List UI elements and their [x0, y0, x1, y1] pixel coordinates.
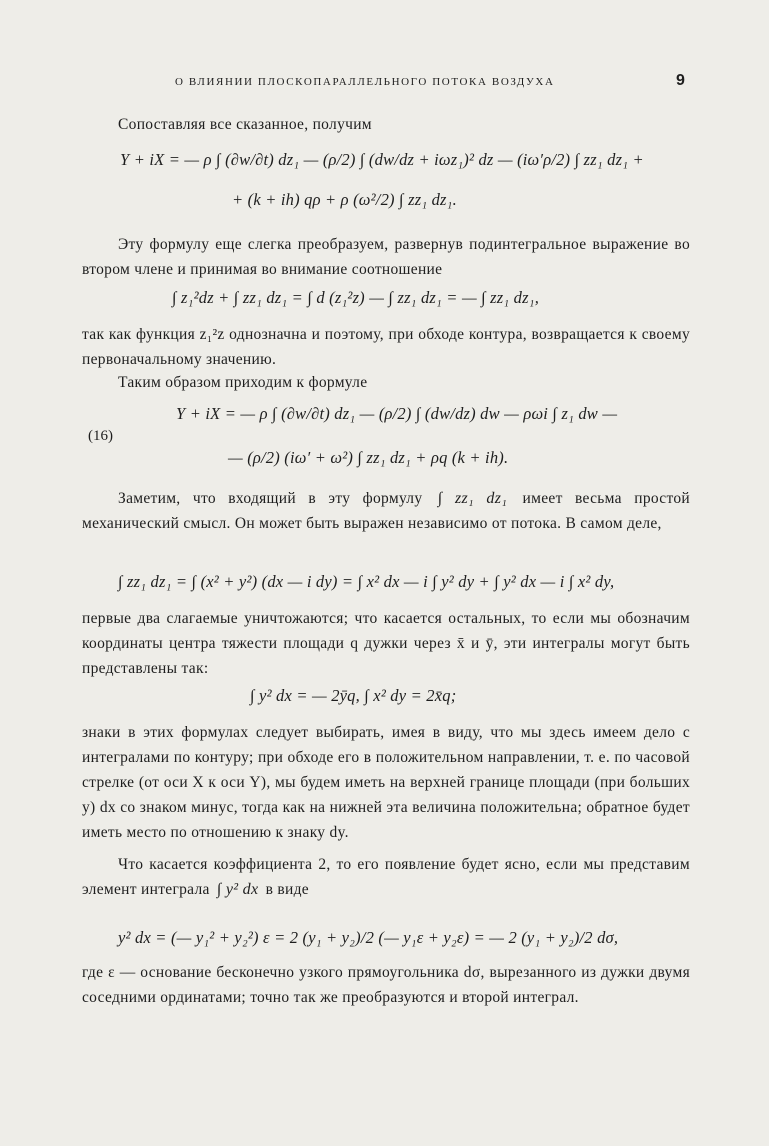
equation-1-line-2: + (k + ih) qρ + ρ (ω²/2) ∫ zz₁ dz₁. — [232, 190, 457, 209]
equation-16-line-2: — (ρ/2) (iω′ + ω²) ∫ zz₁ dz₁ + ρq (k + ih). — [228, 448, 509, 467]
running-header: О ВЛИЯНИИ ПЛОСКОПАРАЛЛЕЛЬНОГО ПОТОКА ВОЗДУХА — [175, 76, 555, 88]
paragraph-intro: Сопоставляя все сказанное, получим — [118, 116, 372, 133]
paragraph-signs: знаки в этих формулах следует выбирать, имея в виду, что мы здесь имеем дело с интегралами по контуру; при обходе его в положительном направлении, т. е. по часовой стрелке (от оси X к оси Y), мы будем иметь на верхней границе площади (при больших y) dx со знаком минус, тогда как на нижней эта величина положительна; обратное будет иметь место по отношению к знаку dy. — [82, 724, 690, 841]
equation-16-line-1: Y + iX = — ρ ∫ (∂w/∂t) dz₁ — (ρ/2) ∫ (dw/dz) dw — ρωi ∫ z₁ dw — — [176, 404, 618, 423]
paragraph-coefficient-end: в виде — [265, 881, 309, 898]
equation-6: y² dx = (— y₁² + y₂²) ε = 2 (y₁ + y₂)/2 (— y₁ε + y₂ε) = — 2 (y₁ + y₂)/2 dσ, — [118, 928, 619, 947]
paragraph-transform: Эту формулу еще слегка преобразуем, развернув подинтегральное выражение во втором члене и принимая во внимание соотношение — [82, 236, 690, 278]
equation-2: ∫ z₁²dz + ∫ zz₁ dz₁ = ∫ d (z₁²z) — ∫ zz₁ dz₁ = — ∫ zz₁ dz₁, — [172, 288, 540, 307]
page-number: 9 — [676, 72, 685, 89]
paragraph-function: так как функция z₁²z однозначна и поэтому, при обходе контура, возвращается к своему первоначальному значению. — [82, 326, 690, 368]
paragraph-rectangle: где ε — основание бесконечно узкого прямоугольника dσ, вырезанного из дужки двумя соседними ординатами; точно так же преобразуются и второй интеграл. — [82, 964, 690, 1006]
paragraph-centroid: первые два слагаемые уничтожаются; что касается остальных, то если мы обозначим координаты центра тяжести площади q дужки через x̄ и ȳ, эти интегралы могут быть представлены так: — [82, 610, 690, 677]
paragraph-note-start: Заметим, что входящий в эту формулу — [118, 490, 423, 507]
paragraph-coefficient-start: Что касается коэффициента 2, то его появление будет ясно, если мы представим элемент интеграла — [82, 856, 690, 898]
paragraph-coefficient — [82, 852, 690, 902]
inline-element-integral: ∫ y² dx — [216, 881, 259, 898]
paragraph-note — [82, 486, 690, 536]
paragraph-note-end: имеет весьма простой механический смысл. Он может быть выражен независимо от потока. В самом деле, — [82, 490, 691, 532]
equation-number-16: (16) — [88, 428, 113, 444]
paragraph-thus: Таким образом приходим к формуле — [118, 374, 368, 391]
equation-1-line-1: Y + iX = — ρ ∫ (∂w/∂t) dz₁ — (ρ/2) ∫ (dw/dz + iωz₁)² dz — (iω′ρ/2) ∫ zz₁ dz₁ + — [120, 150, 644, 169]
equation-4: ∫ zz₁ dz₁ = ∫ (x² + y²) (dx — i dy) = ∫ x² dx — i ∫ y² dy + ∫ y² dx — i ∫ x² dy, — [118, 572, 615, 591]
equation-5: ∫ y² dx = — 2ȳq, ∫ x² dy = 2x̄q; — [250, 686, 457, 705]
inline-integral: ∫ zz₁ dz₁ — [437, 490, 508, 507]
